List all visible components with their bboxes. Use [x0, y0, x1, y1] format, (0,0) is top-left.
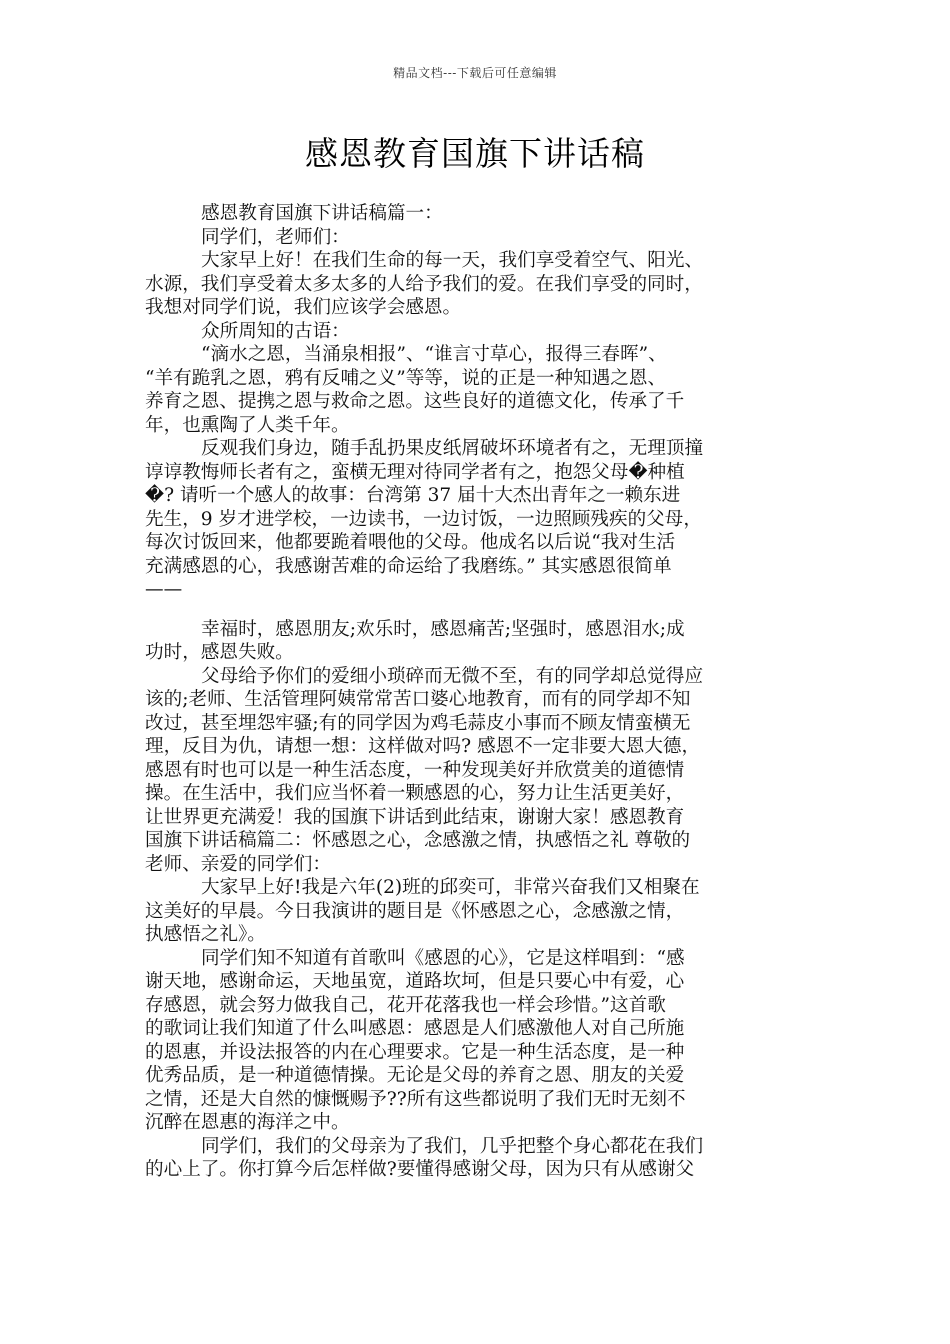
- text-line: 充满感恩的心，我感谢苦难的命运给了我磨练。” 其实感恩很简单: [145, 555, 672, 577]
- text-line: 众所周知的古语：: [201, 320, 350, 342]
- text-line: “羊有跪乳之恩，鸦有反哺之义”等等，说的正是一种知遇之恩、: [145, 367, 667, 389]
- text-line: 反观我们身边，随手乱扔果皮纸屑破坏环境者有之，无理顶撞: [201, 438, 704, 459]
- text-line: 水源，我们享受着太多太多的人给予我们的爱。在我们享受的同时，: [145, 273, 703, 295]
- text-line: 养育之恩、提携之恩与救命之恩。这些良好的道德文化，传承了千: [145, 391, 685, 412]
- text-line: 大家早上好!我是六年(2)班的邱奕可，非常兴奋我们又相聚在: [201, 877, 700, 898]
- text-line: “滴水之恩，当涌泉相报”、“谁言寸草心，报得三春晖”、: [201, 344, 667, 365]
- text-line: 幸福时，感恩朋友;欢乐时，感恩痛苦;坚强时，感恩泪水;成: [201, 618, 685, 640]
- document-title: 感恩教育国旗下讲话稿: [305, 134, 645, 173]
- text-line: 谆谆教悔师长者有之，蛮横无理对待同学者有之，抱怨父母�种植: [145, 461, 685, 483]
- text-line: 大家早上好！在我们生命的每一天，我们享受着空气、阳光、: [201, 250, 704, 271]
- text-line: 老师、亲爱的同学们：: [145, 853, 331, 875]
- text-line: 之情，还是大自然的慷慨赐予??所有这些都说明了我们无时无刻不: [145, 1088, 686, 1110]
- text-line: 同学们，老师们：: [201, 226, 350, 248]
- text-line: 父母给予你们的爱细小琐碎而无微不至，有的同学却总觉得应: [201, 665, 704, 687]
- text-line: 感恩教育国旗下讲话稿篇一：: [201, 203, 443, 224]
- text-line: 谢天地，感谢命运，天地虽宽，道路坎坷，但是只要心中有爱，心: [145, 971, 685, 992]
- text-line: 每次讨饭回来，他都要跪着喂他的父母。他成名以后说“我对生活: [145, 532, 676, 553]
- text-line: 的心上了。你打算今后怎样做?要懂得感谢父母，因为只有从感谢父: [145, 1159, 695, 1180]
- text-line: 的歌词让我们知道了什么叫感恩：感恩是人们感激他人对自己所施: [145, 1018, 685, 1039]
- text-line: 的恩惠，并设法报答的内在心理要求。它是一种生活态度，是一种: [145, 1041, 685, 1063]
- text-line: 理，反目为仇，请想一想：这样做对吗? 感恩不一定非要大恩大德，: [145, 736, 701, 757]
- text-line: 存感恩，就会努力做我自己，花开花落我也一样会珍惜。”这首歌: [145, 994, 666, 1016]
- text-line: 先生，9 岁才进学校，一边读书，一边讨饭，一边照顾残疾的父母，: [145, 508, 702, 530]
- text-line: �? 请听一个感人的故事：台湾第 37 届十大杰出青年之一赖东进: [145, 485, 681, 506]
- text-line: 国旗下讲话稿篇二：怀感恩之心，念感激之情，执感悟之礼 尊敬的: [145, 830, 691, 851]
- text-line: 执感悟之礼》。: [145, 924, 266, 945]
- text-line: 感恩有时也可以是一种生活态度，一种发现美好并欣赏美的道德情: [145, 759, 685, 781]
- text-line: 改过，甚至埋怨牢骚;有的同学因为鸡毛蒜皮小事而不顾友情蛮横无: [145, 712, 691, 734]
- text-line: 该的;老师、生活管理阿姨常常苦口婆心地教育，而有的同学却不知: [145, 689, 691, 710]
- text-line: 操。在生活中，我们应当怀着一颗感恩的心，努力让生活更美好，: [145, 783, 685, 804]
- text-line: 同学们知不知道有首歌叫《感恩的心》，它是这样唱到：“感: [201, 947, 685, 969]
- text-line: 我想对同学们说，我们应该学会感恩。: [145, 297, 462, 318]
- text-line: 优秀品质，是一种道德情操。无论是父母的养育之恩、朋友的关爱: [145, 1065, 685, 1086]
- document-body: [145, 202, 813, 1182]
- text-line: 年，也熏陶了人类千年。: [145, 414, 350, 436]
- text-line: 沉醉在恩惠的海洋之中。: [145, 1112, 350, 1133]
- page-header: 精品文档---下载后可任意编辑: [393, 66, 557, 80]
- text-line: 功时，感恩失败。: [145, 642, 294, 663]
- text-line: 让世界更充满爱！我的国旗下讲话到此结束，谢谢大家！感恩教育: [145, 806, 685, 828]
- text-line: 同学们，我们的父母亲为了我们，几乎把整个身心都花在我们: [201, 1135, 704, 1157]
- text-line: ——: [145, 579, 183, 600]
- text-line: 这美好的早晨。今日我演讲的题目是《怀感恩之心，念感激之情，: [145, 900, 685, 922]
